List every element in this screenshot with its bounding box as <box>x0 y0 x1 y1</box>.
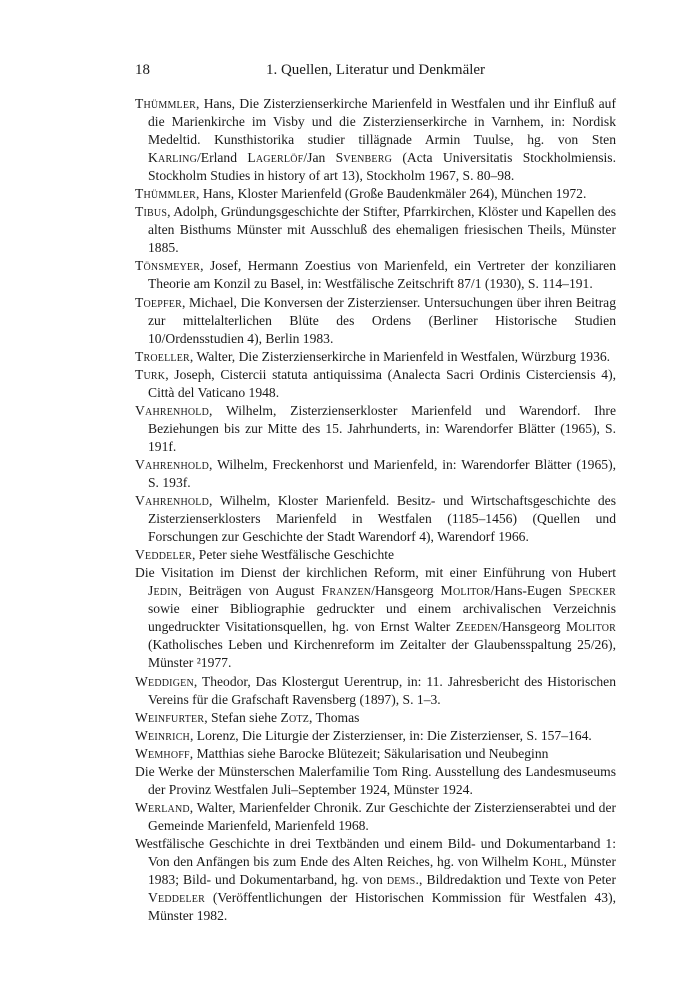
entry-text: , Joseph, Cistercii statuta antiquissima (Analecta Sacri Ordinis Cisterciensis 4), Città del Vaticano 1948. <box>148 366 616 400</box>
entry-text: Westfälische Geschichte in drei Textbänden und einem Bild- und Dokumentarband 1: Von den Anfängen bis zum Ende des Alten Reiches, hg. von Wilhelm <box>135 835 616 869</box>
author-name: Toepfer <box>135 294 182 310</box>
entry-text: , Münster 1983; Bild- und Dokumentarband, hg. von <box>148 853 616 888</box>
author-name: Zeeden <box>455 619 499 635</box>
entry-text: , Stefan siehe <box>204 709 281 725</box>
entry-text: , Bildredaktion und Texte von Peter <box>419 872 616 888</box>
entry-text: , Thomas <box>309 709 360 725</box>
bibliography-entry <box>135 294 616 348</box>
entry-text: , Peter siehe Westfälische Geschichte <box>191 547 395 563</box>
author-name: Zotz <box>280 709 310 725</box>
bibliography-entry <box>135 673 616 709</box>
author-name: Turk <box>135 366 166 382</box>
author-name: Weinfurter <box>135 709 205 725</box>
entry-text: , Wilhelm, Kloster Marienfeld. Besitz- und Wirtschaftsgeschichte des Zisterzienserklosters Marienfeld in Westfalen (1185–1456) (Quellen und Forschungen zur Geschichte der Stadt Warendorf 4), Warendorf 1966. <box>148 493 616 545</box>
entry-text: (Acta Universitatis Stockholmiensis. Stockholm Studies in history of art 13), Stockholm 1967, S. 80–98. <box>148 150 616 184</box>
bibliography-entry <box>135 366 616 402</box>
entry-text: , Theodor, Das Klostergut Uerentrup, in: 11. Jahresbericht des Historischen Vereins für die Grafschaft Ravensberg (1897), S. 1–3. <box>148 673 616 707</box>
bibliography-entry <box>135 257 616 293</box>
entry-text: , Matthias siehe Barocke Blütezeit; Säkularisation und Neubeginn <box>189 745 549 761</box>
entry-text: , Wilhelm, Zisterzienserkloster Marienfeld und Warendorf. Ihre Beziehungen bis zur Mitte des 15. Jahrhunderts, in: Warendorfer Blätter (1965), S. 191f. <box>148 402 616 454</box>
bibliography-entry <box>135 185 616 203</box>
entry-text: , Michael, Die Konversen der Zisterzienser. Untersuchungen über ihren Beitrag zur mittelalterlichen Blüte des Ordens (Berliner Historische Studien 10/Ordensstudien 4), Berlin 1983. <box>148 294 616 346</box>
author-name: Veddeler <box>135 547 192 563</box>
author-name: Thümmler <box>135 186 197 202</box>
author-name: Vahrenhold <box>135 493 210 509</box>
author-name: dems. <box>386 872 420 888</box>
author-name: Svenberg <box>335 150 393 166</box>
bibliography-entry <box>135 456 616 492</box>
author-name: Kohl <box>532 853 564 869</box>
bibliography-entry <box>135 546 616 564</box>
page-header <box>135 62 616 82</box>
entry-text: (Katholisches Leben und Kirchenreform im Zeitalter der Glaubensspaltung 25/26), Münster ²1977. <box>148 637 616 671</box>
author-name: Lagerlöf <box>247 150 304 166</box>
author-name: Weinrich <box>135 727 190 743</box>
entry-text: /Hans-Eugen <box>490 583 569 599</box>
entry-text: , Wilhelm, Freckenhorst und Marienfeld, in: Warendorfer Blätter (1965), S. 193f. <box>148 456 616 490</box>
entry-text: , Hans, Die Zisterzienserkirche Marienfeld in Westfalen und ihr Einfluß auf die Marienkirche im Visby und die Zisterzienserkirche in Varnhem, in: Nordisk Medeltid. Kunsthistorika studier tillägnade Armin Tuulse, hg. von Sten <box>148 96 616 148</box>
bibliography-entry <box>135 564 616 672</box>
bibliography-entry <box>135 402 616 456</box>
author-name: Wemhoff <box>135 745 190 761</box>
author-name: Thümmler <box>135 96 197 111</box>
author-name: Vahrenhold <box>135 456 210 472</box>
bibliography-entry <box>135 709 616 727</box>
author-name: Jedin <box>148 583 179 599</box>
author-name: Werland <box>135 799 190 815</box>
author-name: Troeller <box>135 348 190 364</box>
page-number: 18 <box>135 62 150 78</box>
entry-text: , Hans, Kloster Marienfeld (Große Baudenkmäler 264), München 1972. <box>196 186 587 202</box>
author-name: Vahrenhold <box>135 402 210 418</box>
bibliography-entry <box>135 745 616 763</box>
entry-text: , Adolph, Gründungsgeschichte der Stifter, Pfarrkirchen, Klöster und Kapellen des alten Bisthums Münster mit Ausschluß des ehemaligen friesischen Theils, Münster 1885. <box>148 204 616 256</box>
bibliography-entry <box>135 95 616 185</box>
bibliography-entry <box>135 835 616 925</box>
entry-text: /Hansgeorg <box>371 583 441 599</box>
entry-text: , Walter, Die Zisterzienserkirche in Marienfeld in Westfalen, Würzburg 1936. <box>189 348 611 364</box>
entry-text: Die Werke der Münsterschen Malerfamilie Tom Ring. Ausstellung des Landesmuseums der Provinz Westfalen Juli–September 1924, Münster 1924. <box>135 763 616 797</box>
bibliography-entry <box>135 727 616 745</box>
bibliography-list <box>135 95 616 925</box>
entry-text: /Jan <box>303 150 336 166</box>
author-name: Specker <box>568 583 616 599</box>
entry-text: /Erland <box>197 150 248 166</box>
bibliography-entry <box>135 799 616 835</box>
bibliography-entry <box>135 203 616 257</box>
entry-text: , Lorenz, Die Liturgie der Zisterzienser, in: Die Zisterzienser, S. 157–164. <box>189 727 592 743</box>
author-name: Molitor <box>440 583 491 599</box>
bibliography-entry <box>135 492 616 546</box>
entry-text: , Walter, Marienfelder Chronik. Zur Geschichte der Zisterzienserabtei und der Gemeinde Marienfeld, Marienfeld 1968. <box>148 799 616 833</box>
entry-text: Die Visitation im Dienst der kirchlichen Reform, mit einer Einführung von Hubert <box>135 565 616 581</box>
bibliography-entry <box>135 348 616 366</box>
author-name: Karling <box>148 150 197 166</box>
entry-text: (Veröffentlichungen der Historischen Kommission für Westfalen 43), Münster 1982. <box>148 890 616 924</box>
entry-text: , Josef, Hermann Zoestius von Marienfeld, ein Vertreter der konziliaren Theorie am Konzil zu Basel, in: Westfälische Zeitschrift 87/1 (1930), S. 114–191. <box>148 258 616 292</box>
author-name: Tönsmeyer <box>135 258 201 274</box>
bibliography-entry <box>135 763 616 799</box>
author-name: Veddeler <box>148 890 205 906</box>
entry-text: /Hansgeorg <box>498 619 567 635</box>
entry-text: , Beiträgen von August <box>178 583 322 599</box>
author-name: Franzen <box>321 583 372 599</box>
author-name: Molitor <box>566 619 616 635</box>
author-name: Tibus <box>135 204 168 220</box>
entry-text: sowie einer Bibliographie gedruckter und einem archivalischen Verzeichnis ungedruckter Visitationsquellen, hg. von Ernst Walter <box>148 601 616 635</box>
running-title: 1. Quellen, Literatur und Denkmäler <box>265 62 486 78</box>
author-name: Weddigen <box>135 673 194 689</box>
